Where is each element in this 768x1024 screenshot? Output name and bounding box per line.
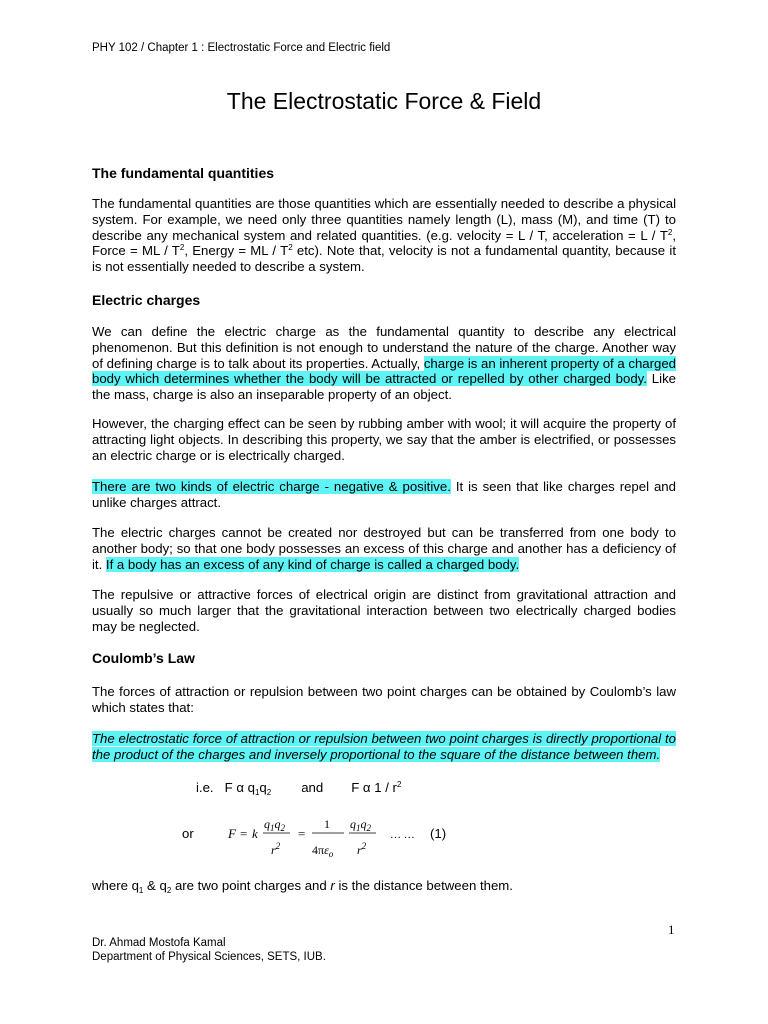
formula-num1: $q_1q_2$	[264, 817, 285, 833]
formula-one: 1	[324, 817, 330, 831]
paragraph-two-kinds: There are two kinds of electric charge - negative & positive. It is seen that like charges repel and unlike charges attract.	[92, 479, 676, 510]
highlight-charged-body: If a body has an excess of any kind of charge is called a charged body.	[105, 556, 520, 572]
formula-den3: $r^2$	[357, 841, 367, 857]
or-label: or	[182, 826, 194, 841]
paragraph-coulomb-intro: The forces of attraction or repulsion between two point charges can be obtained by Coulomb’s law which states that:	[92, 684, 676, 715]
footer-author: Dr. Ahmad Mostofa Kamal	[92, 937, 226, 949]
formula-k: k	[252, 826, 258, 841]
paragraph-charges-definition: We can define the electric charge as the fundamental quantity to describe any electrical phenomenon. But this definition is not enough to understand the nature of the charge. Another way of defining charge is to talk about its properties. Actually, charge is an inherent property of a charged body which determines whether the body will be attracted or repelled by other charged body. Like the mass, charge is also an inseparable property of an object.	[92, 324, 677, 403]
paragraph-charging-effect: However, the charging effect can be seen by rubbing amber with wool; it will acquire the property of attracting light objects. In describing this property, we say that the amber is electrified, or possesses an electric charge or is electrically charged.	[92, 416, 676, 463]
formula-dots: … …	[390, 829, 415, 841]
paragraph-conservation: The electric charges cannot be created nor destroyed but can be transferred from one body to another body; so that one body possesses an excess of this charge and another has a deficiency of it. If a body has an excess of any kind of charge is called a charged body.	[92, 525, 676, 572]
section-heading-charges: Electric charges	[92, 292, 201, 308]
paragraph-forces-origin: The repulsive or attractive forces of electrical origin are distinct from gravitational attraction and usually so much larger that the gravitational interaction between two electrically charged bodies may be neglected.	[92, 587, 676, 634]
formula-eq1: =	[240, 826, 248, 841]
section-heading-fundamental: The fundamental quantities	[92, 165, 275, 181]
page-title: The Electrostatic Force & Field	[226, 88, 542, 114]
equation-number: (1)	[430, 826, 447, 841]
formula-den2: $4\pi\varepsilon_o$	[312, 843, 334, 859]
footer-department: Department of Physical Sciences, SETS, IUB.	[92, 951, 326, 963]
paragraph-where: where $q_1$ & $q_2$ are two point charges and r is the distance between them.	[92, 878, 513, 895]
paragraph-fundamental: The fundamental quantities are those quantities which are essentially needed to describe a physical system. For example, we need only three quantities namely length (L), mass (M), and time (T) to describe any mechanical system and related quantities. (e.g. velocity = L / T, acceleration = L / $T^2$, Force = ML / $T^2$, Energy = ML / $T^2$ etc). Note that, velocity is not a fundamental quantity, because it is not essentially needed to describe a system.	[92, 196, 676, 275]
page-number: 1	[668, 922, 675, 937]
proportionality-relations: i.e. F α $q_1q_2$ and F α $1 / r^2$	[196, 780, 402, 797]
highlight-coulomb-law: The electrostatic force of attraction or repulsion between two point charges is directly proportional to the product of the charges and inversely proportional to the square of the distance between them.	[92, 731, 676, 762]
highlight-charge-definition: charge is an inherent property of a charged body which determines whether the body will be attracted or repelled by other charged body.	[92, 355, 677, 387]
formula-num3: $q_1q_2$	[350, 817, 371, 833]
section-heading-coulomb: Coulomb’s Law	[92, 650, 195, 666]
formula-den1: $r^2$	[271, 841, 281, 857]
paragraph-coulomb-statement	[92, 731, 676, 763]
running-header: PHY 102 / Chapter 1 : Electrostatic Force and Electric field	[92, 42, 391, 54]
coulomb-formula	[226, 812, 456, 862]
formula-F: F	[228, 826, 236, 841]
footer	[92, 936, 326, 964]
formula-eq2: =	[298, 826, 306, 841]
highlight-two-kinds: There are two kinds of electric charge - negative & positive.	[92, 479, 451, 494]
